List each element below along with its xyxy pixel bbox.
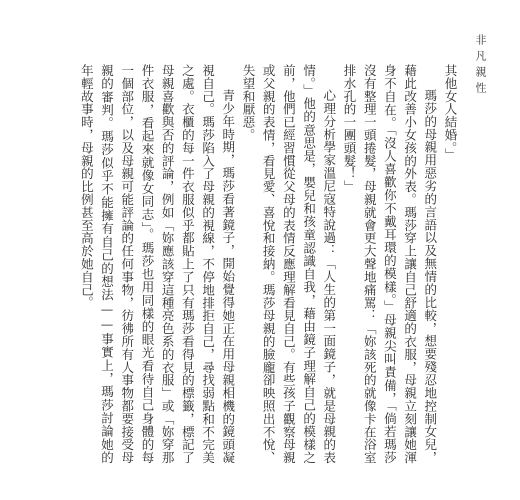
paragraph: 瑪莎的母親用惡劣的言語以及無情的比較，想要殘忍地控制女兒，藉此改善小女孩的外表。瑪莎穿上讓自己舒適的衣服，母親立刻讓她渾身不自在。「沒人喜歡你不戴耳環的模樣。」母親尖叫責備，「倘若瑪莎沒有整理一頭捲髮，母親就會更大聲地痛罵：「妳該死的就像卡在浴室排水孔的一團頭髮！」 (341, 64, 438, 464)
paragraph: 心理分析學家溫尼寇特說過：「人生的第一面鏡子，就是母親的表情。」他的意思是，嬰兒和孩童認識自我，藉由鏡子理解自己的模樣之前，他們已經習慣從父母的表情反應理解看見自己。有些孩子觀察母親或父親的表情，看見愛、喜悅和接納。瑪莎母親的臉龐卻映照出不悅、失望和厭惡。 (240, 64, 337, 464)
paragraph: 青少年時期，瑪莎看著鏡子，開始覺得她正在用母親相機的鏡頭凝視自己。瑪莎陷入了母親的視線，不停地排拒自己，尋找弱點和不完美之處。衣櫃的每一件衣服似乎都貼上了只有瑪莎看得見的標籤，標記了母親喜歡與否的評論，例如「妳應該穿這種亮色系的衣服」或「妳穿那件衣服，看起來就像女同志」。瑪莎也用同樣的眼光看待自己身體的每一個部位，以及母親可能評論的任何事物，彷彿所有人事物都要接受母親的審判。瑪莎似乎不能擁有自己的想法——事實上，瑪莎討論她的年輕故事時，母親的比例甚至高於她自己。 (79, 64, 236, 464)
running-head: 非凡親性 (474, 34, 487, 98)
paragraph: 其他女人結婚。」 (443, 64, 458, 161)
body-text (68, 64, 460, 464)
